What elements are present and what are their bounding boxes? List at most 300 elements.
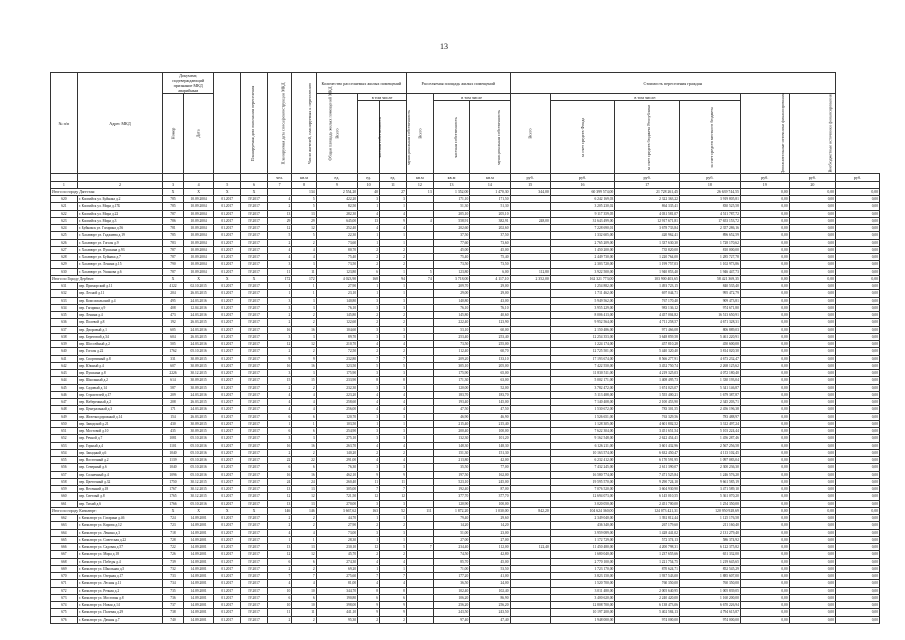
cell-value: 24.03.2016 xyxy=(183,406,213,413)
cell-value: 0,00 xyxy=(789,333,835,340)
cell-value: 1 219 645,65 xyxy=(679,558,740,565)
cell-value: 0,00 xyxy=(740,225,789,232)
cell-value: 51,00 xyxy=(433,529,470,536)
cell-value: 896 652,59 xyxy=(679,232,740,239)
cell-value: 4 xyxy=(380,210,407,217)
cell-value: 783 301,55 xyxy=(615,406,680,413)
cell-value: 0,00 xyxy=(836,232,880,239)
cell-value: 282,30 xyxy=(316,210,357,217)
cell-value: 2 100 453,90 xyxy=(615,399,680,406)
table-row xyxy=(51,391,880,398)
cell-value: 4 200 798,31 xyxy=(615,544,680,551)
cell-value: 0,00 xyxy=(836,391,880,398)
cell-value: 11 xyxy=(380,478,407,485)
row-address: пер. Заводской д.21 xyxy=(77,420,162,427)
cell-value: 256,20 xyxy=(470,602,510,609)
cell-value: 47,40 xyxy=(470,616,510,623)
cell-value: 0,00 xyxy=(740,594,789,601)
cell-value: 4 023,90 xyxy=(316,275,357,282)
row-number: 651 xyxy=(51,428,78,435)
cell-value: 01.2017 xyxy=(214,406,241,413)
cell-value xyxy=(406,290,433,297)
cell-value: 1 xyxy=(267,283,291,290)
cell-value: 736 xyxy=(163,594,184,601)
header-cost-local: за счет средств местного бюджета xyxy=(679,101,740,174)
cell-value xyxy=(406,536,433,543)
cell-value: 0,00 xyxy=(789,594,835,601)
cell-value: 3 xyxy=(292,370,316,377)
cell-value: 0,00 xyxy=(836,348,880,355)
column-number: 16 xyxy=(550,181,615,188)
cell-value: 0,00 xyxy=(740,413,789,420)
cell-value xyxy=(406,565,433,572)
cell-value xyxy=(510,399,550,406)
table-row xyxy=(51,326,880,333)
cell-value: IV.2017 xyxy=(241,551,268,558)
cell-value: 0,00 xyxy=(740,377,789,384)
row-number: 628 xyxy=(51,254,78,261)
cell-value xyxy=(406,515,433,522)
cell-value: 0,00 xyxy=(836,500,880,507)
cell-value xyxy=(406,254,433,261)
cell-value: 4 xyxy=(380,457,407,464)
cell-value: 01.2017 xyxy=(214,551,241,558)
cell-value: 1 254 350,00 xyxy=(679,500,740,507)
cell-value: 331 xyxy=(163,355,184,362)
cell-value: 0,00 xyxy=(740,304,789,311)
cell-value: 2 345 203,71 xyxy=(679,399,740,406)
cell-value: 4 072 180,40 xyxy=(679,370,740,377)
cell-value: 3 xyxy=(380,384,407,391)
cell-value: 0,00 xyxy=(740,529,789,536)
cell-value: 3 xyxy=(267,370,291,377)
cell-value: 148,30 xyxy=(470,442,510,449)
cell-value: 36,50 xyxy=(433,580,470,587)
cell-value xyxy=(510,529,550,536)
cell-value: 14.09.2001 xyxy=(183,594,213,601)
cell-value: 16 xyxy=(292,442,316,449)
cell-value: 1 xyxy=(358,203,380,210)
cell-value: 0,00 xyxy=(836,529,880,536)
cell-value: 47,50 xyxy=(470,406,510,413)
row-number: 641 xyxy=(51,355,78,362)
cell-value: 2 150 486,00 xyxy=(550,326,615,333)
row-number: 632 xyxy=(51,290,78,297)
header-planned-demolish: Планируемая дата сноса/реконструкции МКД xyxy=(241,73,268,174)
cell-value: 01.2017 xyxy=(214,355,241,362)
cell-value: 74,50 xyxy=(433,551,470,558)
cell-value: 0,00 xyxy=(740,464,789,471)
cell-value: 0,00 xyxy=(836,471,880,478)
table-row xyxy=(51,268,880,275)
cell-value: IV.2017 xyxy=(241,515,268,522)
cell-value: 12 xyxy=(267,551,291,558)
column-numbers-row xyxy=(51,181,880,188)
cell-value: 0,00 xyxy=(836,203,880,210)
cell-value: 0,00 xyxy=(836,239,880,246)
cell-value: 763 329,56 xyxy=(615,413,680,420)
cell-value: 102,40 xyxy=(470,587,510,594)
cell-value xyxy=(406,442,433,449)
cell-value: 29,00 xyxy=(470,283,510,290)
cell-value: 870 624,71 xyxy=(615,565,680,572)
cell-value: 01.2017 xyxy=(214,196,241,203)
cell-value: 01.2017 xyxy=(214,522,241,529)
cell-value xyxy=(510,500,550,507)
cell-value: 4 xyxy=(292,254,316,261)
cell-value: 0,00 xyxy=(789,362,835,369)
row-address: г. Каспийск ул. Мира д.3 xyxy=(77,217,162,224)
cell-value xyxy=(510,239,550,246)
cell-value: X xyxy=(163,507,184,514)
header-total-area: Общая площадь жилых помещений МКД xyxy=(292,73,316,174)
cell-value: 30.09.2015 xyxy=(183,428,213,435)
cell-value: 9 xyxy=(267,355,291,362)
cell-value xyxy=(510,413,550,420)
cell-value: 3 xyxy=(380,370,407,377)
page-number: 13 xyxy=(440,42,448,51)
cell-value: 45,00 xyxy=(470,558,510,565)
cell-value: 1 408 495,73 xyxy=(615,377,680,384)
row-number: 656 xyxy=(51,464,78,471)
cell-value: 305,00 xyxy=(316,486,357,493)
cell-value: 124 073 421,31 xyxy=(615,507,680,514)
cell-value: IV.2017 xyxy=(241,457,268,464)
cell-value: 24.03.2016 xyxy=(183,341,213,348)
table-row xyxy=(51,406,880,413)
cell-value: 6,00 xyxy=(470,268,510,275)
cell-value: 3 xyxy=(380,529,407,536)
cell-value xyxy=(406,413,433,420)
row-address: пер. Гоголя д.22 xyxy=(77,348,162,355)
cell-value: 245,00 xyxy=(470,478,510,485)
cell-value: 909 473,81 xyxy=(679,297,740,304)
row-address: пер. Пушкина д.8 xyxy=(77,370,162,377)
row-number: 667 xyxy=(51,551,78,558)
cell-value: 0,00 xyxy=(836,449,880,456)
cell-value: 0,00 xyxy=(836,464,880,471)
cell-value: 89,70 xyxy=(316,333,357,340)
cell-value: 0,00 xyxy=(789,275,835,282)
column-number: 6 xyxy=(241,181,268,188)
row-address: пер. Садовый д.14 xyxy=(77,384,162,391)
row-address: пер. Тихий д.6 xyxy=(77,500,162,507)
cell-value: 0,00 xyxy=(740,551,789,558)
cell-value: IV.2017 xyxy=(241,290,268,297)
cell-value: 05.10.2016 xyxy=(183,464,213,471)
cell-value: 4 xyxy=(380,442,407,449)
cell-value: 6 xyxy=(267,428,291,435)
cell-value: 7 xyxy=(292,573,316,580)
cell-value: 3 678 733,84 xyxy=(615,225,680,232)
cell-value: 112,00 xyxy=(470,544,510,551)
row-address: пер. Южный д.4 xyxy=(77,362,162,369)
cell-value: 26.03.2015 xyxy=(183,319,213,326)
cell-value: 462,10 xyxy=(316,471,357,478)
cell-value: 0,00 xyxy=(789,573,835,580)
cell-value xyxy=(406,210,433,217)
cell-value: 2 xyxy=(380,254,407,261)
row-number: 650 xyxy=(51,420,78,427)
row-number: 621 xyxy=(51,203,78,210)
cell-value: 12 xyxy=(292,341,316,348)
cell-value: 01.2017 xyxy=(214,203,241,210)
cell-value: 6 xyxy=(292,428,316,435)
row-address: г. Хасавюрт ул. Гаджиева д.19 xyxy=(77,232,162,239)
cell-value: 810 000,00 xyxy=(679,246,740,253)
cell-value: 7 xyxy=(380,355,407,362)
row-number: 625 xyxy=(51,232,78,239)
cell-value: 01.2017 xyxy=(214,486,241,493)
cell-value: 3 312 497,24 xyxy=(679,420,740,427)
cell-value: 230,10 xyxy=(316,544,357,551)
cell-value: 01.2017 xyxy=(214,602,241,609)
row-number: 675 xyxy=(51,609,78,616)
cell-value: 01.2017 xyxy=(214,297,241,304)
cell-value: 01.2017 xyxy=(214,348,241,355)
cell-value: 1 xyxy=(358,420,380,427)
cell-value: 6 670 226,94 xyxy=(679,602,740,609)
cell-value: 1101 xyxy=(163,442,184,449)
cell-value: 558,91 xyxy=(433,217,470,224)
cell-value: 1 xyxy=(267,290,291,297)
cell-value: 14.09.2001 xyxy=(183,616,213,623)
cell-value: 12 xyxy=(267,493,291,500)
cell-value: 204 xyxy=(163,290,184,297)
cell-value: 0,00 xyxy=(740,341,789,348)
cell-value: 30.12.2015 xyxy=(183,370,213,377)
cell-value: 58 421 369,35 xyxy=(679,275,740,282)
table-row xyxy=(51,500,880,507)
cell-value: 0,00 xyxy=(789,370,835,377)
cell-value: 4 601 802,52 xyxy=(615,420,680,427)
cell-value: X xyxy=(241,188,268,195)
cell-value: 2 xyxy=(380,449,407,456)
cell-value: 60,00 xyxy=(470,326,510,333)
cell-value: 0,00 xyxy=(836,362,880,369)
cell-value: 0,00 xyxy=(789,464,835,471)
column-number: 4 xyxy=(183,181,213,188)
cell-value: 2 xyxy=(358,246,380,253)
cell-value: 10 197 200,00 xyxy=(550,609,615,616)
cell-value: 75,40 xyxy=(433,254,470,261)
table-row xyxy=(51,515,880,522)
cell-value: 1 xyxy=(292,536,316,543)
cell-value: 0,00 xyxy=(789,558,835,565)
cell-value xyxy=(406,449,433,456)
cell-value: IV.2017 xyxy=(241,580,268,587)
column-number: 11 xyxy=(380,181,407,188)
cell-value xyxy=(510,573,550,580)
cell-value: 4 xyxy=(358,442,380,449)
cell-value: 01.2017 xyxy=(214,428,241,435)
header-rooms-total: Всего xyxy=(316,94,357,174)
row-number: 660 xyxy=(51,493,78,500)
cell-value xyxy=(406,196,433,203)
cell-value: 0,00 xyxy=(740,558,789,565)
row-address: г. Кизилюрт ул. Полевая д.29 xyxy=(77,609,162,616)
row-address: г. Каспийск ул. Мира д.22 xyxy=(77,210,162,217)
row-number: 635 xyxy=(51,312,78,319)
cell-value: 7 622 304,00 xyxy=(550,428,615,435)
cell-value xyxy=(406,609,433,616)
cell-value: 146 xyxy=(267,507,291,514)
row-number: 658 xyxy=(51,478,78,485)
cell-value: 0,00 xyxy=(789,304,835,311)
cell-value: 0,00 xyxy=(789,254,835,261)
cell-value: 172 xyxy=(292,275,316,282)
cell-value: 205,10 xyxy=(433,210,470,217)
cell-value: 01.2017 xyxy=(214,565,241,572)
cell-value: 1 723 170,00 xyxy=(550,565,615,572)
cell-value: 9 290 724,10 xyxy=(615,478,680,485)
cell-value: 734 xyxy=(163,580,184,587)
cell-value: 0,00 xyxy=(740,573,789,580)
cell-value: 0,00 xyxy=(789,536,835,543)
cell-value: 223,20 xyxy=(316,391,357,398)
cell-value: 3 xyxy=(358,413,380,420)
cell-value: 120,70 xyxy=(316,413,357,420)
cell-value: 2 xyxy=(358,312,380,319)
cell-value: 0,00 xyxy=(740,319,789,326)
table-row xyxy=(51,457,880,464)
cell-value: 6 126 211,00 xyxy=(550,442,615,449)
cell-value: 435 xyxy=(163,428,184,435)
cell-value: 0,00 xyxy=(740,188,789,195)
cell-value xyxy=(510,196,550,203)
cell-value: 0,00 xyxy=(789,406,835,413)
cell-value: 80,70 xyxy=(316,246,357,253)
cell-value: IV.2017 xyxy=(241,391,268,398)
cell-value: 255,00 xyxy=(470,341,510,348)
cell-value: 1 128 305,00 xyxy=(550,420,615,427)
cell-value: 0,00 xyxy=(836,217,880,224)
cell-value: 2 770 100,00 xyxy=(550,558,615,565)
row-address: г. Кизилюрт ул. Садовая д.57 xyxy=(77,544,162,551)
cell-value: 2 xyxy=(380,551,407,558)
cell-value: 162,00 xyxy=(470,471,510,478)
cell-value: 651 332,00 xyxy=(679,551,740,558)
cell-value: 781 xyxy=(163,225,184,232)
cell-value: 0,00 xyxy=(836,536,880,543)
cell-value: 17 193 674,00 xyxy=(550,355,615,362)
cell-value: 05.10.2016 xyxy=(183,442,213,449)
cell-value xyxy=(406,225,433,232)
cell-value: 0,00 xyxy=(836,478,880,485)
cell-value: IV.2017 xyxy=(241,232,268,239)
cell-value: 05.10.2016 xyxy=(183,435,213,442)
cell-value: 29,00 xyxy=(433,290,470,297)
cell-value: 01.2017 xyxy=(214,464,241,471)
cell-value: 73,60 xyxy=(316,239,357,246)
cell-value: 0,00 xyxy=(740,420,789,427)
cell-value: 0,00 xyxy=(740,536,789,543)
cell-value: 205,10 xyxy=(470,210,510,217)
cell-value: 01.2017 xyxy=(214,232,241,239)
cell-value xyxy=(510,616,550,623)
cell-value: 132,30 xyxy=(433,435,470,442)
cell-value: 344,70 xyxy=(316,587,357,594)
cell-value: 5 xyxy=(292,203,316,210)
cell-value: 29,00 xyxy=(470,290,510,297)
cell-value: 4 xyxy=(358,391,380,398)
resettlement-table-wrapper xyxy=(50,72,880,624)
cell-value: 6 xyxy=(267,464,291,471)
cell-value: 7 xyxy=(380,486,407,493)
cell-value: 5 xyxy=(380,362,407,369)
header-cost-region: за счет средств бюджета Республики xyxy=(615,101,680,174)
header-cost-add: Внебюджетные источники финансирования xyxy=(789,94,835,174)
cell-value: 3 xyxy=(380,304,407,311)
cell-value xyxy=(406,377,433,384)
cell-value: 0,00 xyxy=(789,507,835,514)
cell-value: 53,10 xyxy=(433,326,470,333)
cell-value xyxy=(510,319,550,326)
cell-value: 73,50 xyxy=(433,341,470,348)
cell-value: 2 xyxy=(380,312,407,319)
cell-value: 10.09.2004 xyxy=(183,225,213,232)
cell-value: 23,00 xyxy=(470,529,510,536)
cell-value xyxy=(510,370,550,377)
cell-value: X xyxy=(241,275,268,282)
cell-value: 0,00 xyxy=(740,261,789,268)
cell-value: 3 451 651,54 xyxy=(615,428,680,435)
cell-value xyxy=(510,442,550,449)
cell-value: 0,00 xyxy=(789,297,835,304)
cell-value: 0,00 xyxy=(740,355,789,362)
cell-value: 10.09.2004 xyxy=(183,203,213,210)
cell-value: X xyxy=(183,275,213,282)
cell-value xyxy=(406,326,433,333)
cell-value: 0,00 xyxy=(740,602,789,609)
cell-value: 15 xyxy=(267,377,291,384)
row-number: 654 xyxy=(51,449,78,456)
cell-value xyxy=(510,428,550,435)
row-address: г. Кизилюрт ул. Советская д.22 xyxy=(77,536,162,543)
cell-value: 14.09.2001 xyxy=(183,558,213,565)
cell-value: 0,00 xyxy=(789,341,835,348)
cell-value: IV.2017 xyxy=(241,594,268,601)
cell-value: 2 567 256,58 xyxy=(679,442,740,449)
cell-value: 0,00 xyxy=(789,478,835,485)
cell-value: 01.2017 xyxy=(214,261,241,268)
cell-value: 10.09.2004 xyxy=(183,246,213,253)
cell-value: 9 xyxy=(380,217,407,224)
cell-value: 30.12.2015 xyxy=(183,486,213,493)
cell-value: 408 xyxy=(163,304,184,311)
cell-value: 21 728 261,45 xyxy=(615,188,680,195)
cell-value: 9 xyxy=(292,355,316,362)
cell-value: 1 102 973,86 xyxy=(679,261,740,268)
cell-value: 01.2017 xyxy=(214,478,241,485)
cell-value: 7 076 520,00 xyxy=(550,486,615,493)
cell-value: 9 xyxy=(380,602,407,609)
cell-value: 6 xyxy=(292,558,316,565)
cell-value: 6 170 591,95 xyxy=(615,457,680,464)
table-row xyxy=(51,304,880,311)
cell-value: 01.2017 xyxy=(214,515,241,522)
cell-value: 4 xyxy=(267,529,291,536)
row-address: пер. Школьный д.2 xyxy=(77,377,162,384)
cell-value xyxy=(510,457,550,464)
cell-value: 4 xyxy=(292,399,316,406)
column-number: 8 xyxy=(292,181,316,188)
cell-value: 01.2017 xyxy=(214,370,241,377)
cell-value: 14.09.2001 xyxy=(183,609,213,616)
cell-value: 2 xyxy=(267,565,291,572)
cell-value: 123,90 xyxy=(470,319,510,326)
cell-value: 767 170,40 xyxy=(615,297,680,304)
